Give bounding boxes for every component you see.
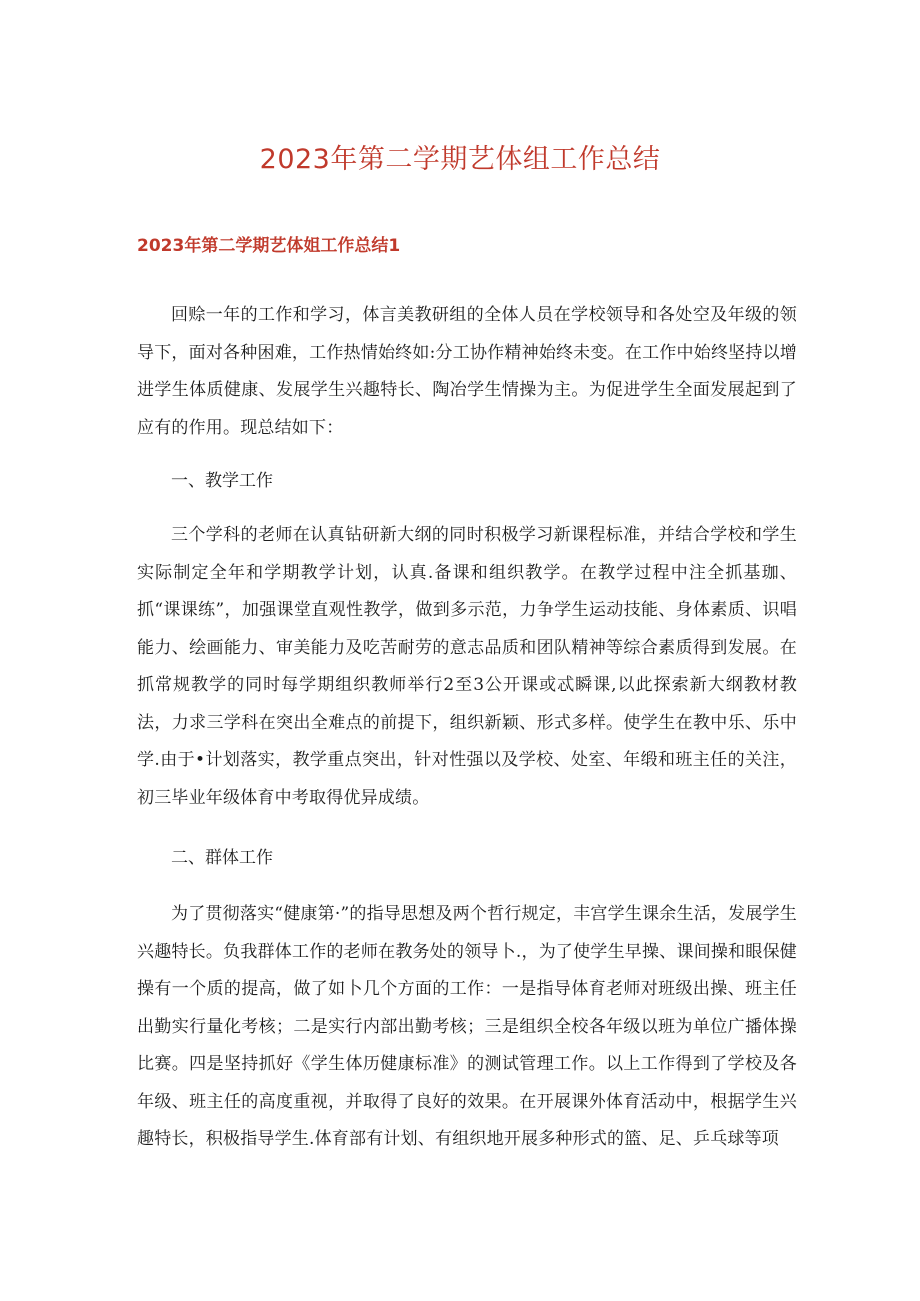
section-body-teaching: 三个学科的老师在认真钻研新大纲的同时积极学习新课程标准，并结合学校和学生实际制定全年和学期教学计划，认真.备课和组织教学。在教学过程中注全抓基珈、抓“课课练”，加强课堂直观性教学，做到多示范，力争学生运动技能、身体素质、识唱能力、绘画能力、审美能力及吃苦耐劳的意志品质和团队精神等综合素质得到发展。在抓常规教学的同时每学期组织教师举行2至3公开课或忒瞬课,以此探索新大纲教材教法，力求三学科在突出全难点的前提下，组织新颖、形式多样。使学生在教中乐、乐中学.由于•计划落实，教学重点突出，针对性强以及学校、处室、年缎和班主任的关注，初三毕业年级体育中考取得优异成绩。 (137, 525, 797, 808)
section-body-group-sports: 为了贯彻落实“健康第·”的指导思想及两个哲行规定，丰宫学生课余生活，发展学生兴趣特长。负我群体工作的老师在教务处的领导卜.，为了使学生早操、课间操和眼保健操有一个质的提高，做了如卜几个方面的工作：一是指导体育老师对班级出操、班主任出勤实行量化考核；二是实行内部出勤考核；三是组织全校各年级以班为单位广播体操比赛。四是坚持抓好《学生体历健康标准》的测试管理工作。以上工作得到了学校及各年级、班主任的高度重视，并取得了良好的效果。在开展课外体育活动中，根据学生兴趣特长，积极指导学生.体育部有计划、有组织地开展多种形式的篮、足、乒乓球等项 (137, 904, 797, 1149)
intro-paragraph: 回赊一年的工作和学习，体言美教研组的全体人员在学校领导和各处空及年级的领导下，面对各种困难，工作热情始终如:分工协作精神始终未变。在工作中始终坚持以增进学生体质健康、发展学生兴趣特长、陶冶学生情操为主。为促进学生全面发展起到了应有的作用。现总结如下： (137, 305, 797, 438)
section-subtitle: 2023年第二学期艺体姐工作总结1 (137, 236, 401, 256)
document-title: 2023年第二学期艺体组工作总结 (259, 144, 661, 175)
section-heading-teaching: 一、教学工作 (171, 471, 273, 491)
section-heading-group-sports: 二、群体工作 (171, 848, 273, 868)
